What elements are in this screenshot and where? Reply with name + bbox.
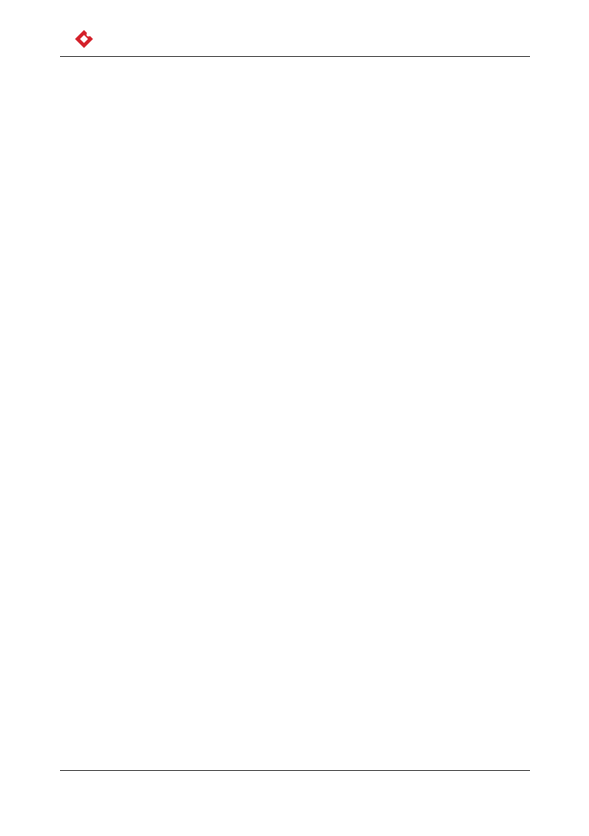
left-column [60, 70, 285, 92]
page-header [60, 22, 530, 52]
cmsemicon-logo-icon [73, 28, 95, 50]
header-divider [60, 56, 530, 57]
footer-divider [60, 770, 530, 771]
